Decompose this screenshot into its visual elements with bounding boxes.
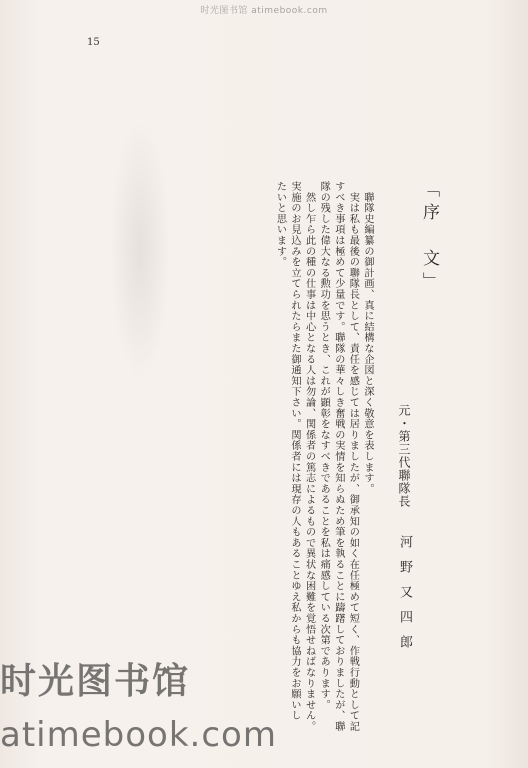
- watermark-cn-text: 时光图书馆: [0, 661, 191, 702]
- body-line: 隊の残した偉大なる勲功を思うとき、これが顕彰をなすべきであることを私は痛感している次第であります。: [318, 181, 330, 711]
- site-watermark-top: 时光图书馆 atimebook.com: [200, 6, 328, 16]
- author-role: 元・第三代聯隊長: [397, 404, 411, 508]
- body-line: 実施のお見込みを立てられたらまた御通知下さい。関係者には現存の人もあることゆえ私からも協力をお願いし: [289, 181, 301, 721]
- preface-body: [272, 181, 374, 732]
- body-line: 然し乍ら此の種の仕事は中心となる人は勿論、関係者の篤志によるもので異状な困難を覚悟せねばなりません。: [303, 181, 315, 732]
- site-watermark-bottom: [0, 661, 277, 755]
- watermark-en-text: atimebook.com: [0, 715, 277, 755]
- body-line: すべき事項は極めて少量です。聯隊の華々しき奮戦の実情を知らぬため筆を執ることに躊躇しておりましたが、聯: [332, 181, 344, 732]
- body-line: たいと思います。: [274, 181, 286, 268]
- section-title: 「序 文」: [419, 180, 439, 295]
- author-name: 河野又四郎: [397, 535, 412, 660]
- page-number: 15: [87, 37, 100, 48]
- body-line: 聯隊史編纂の御計画、真に結構な企図と深く敬意を表します。: [362, 181, 373, 495]
- body-line: 実は私も最後の聯隊長として、責任を感じては居りましたが、御承知の如く在任極めて短く、作戦行動として記: [347, 181, 359, 732]
